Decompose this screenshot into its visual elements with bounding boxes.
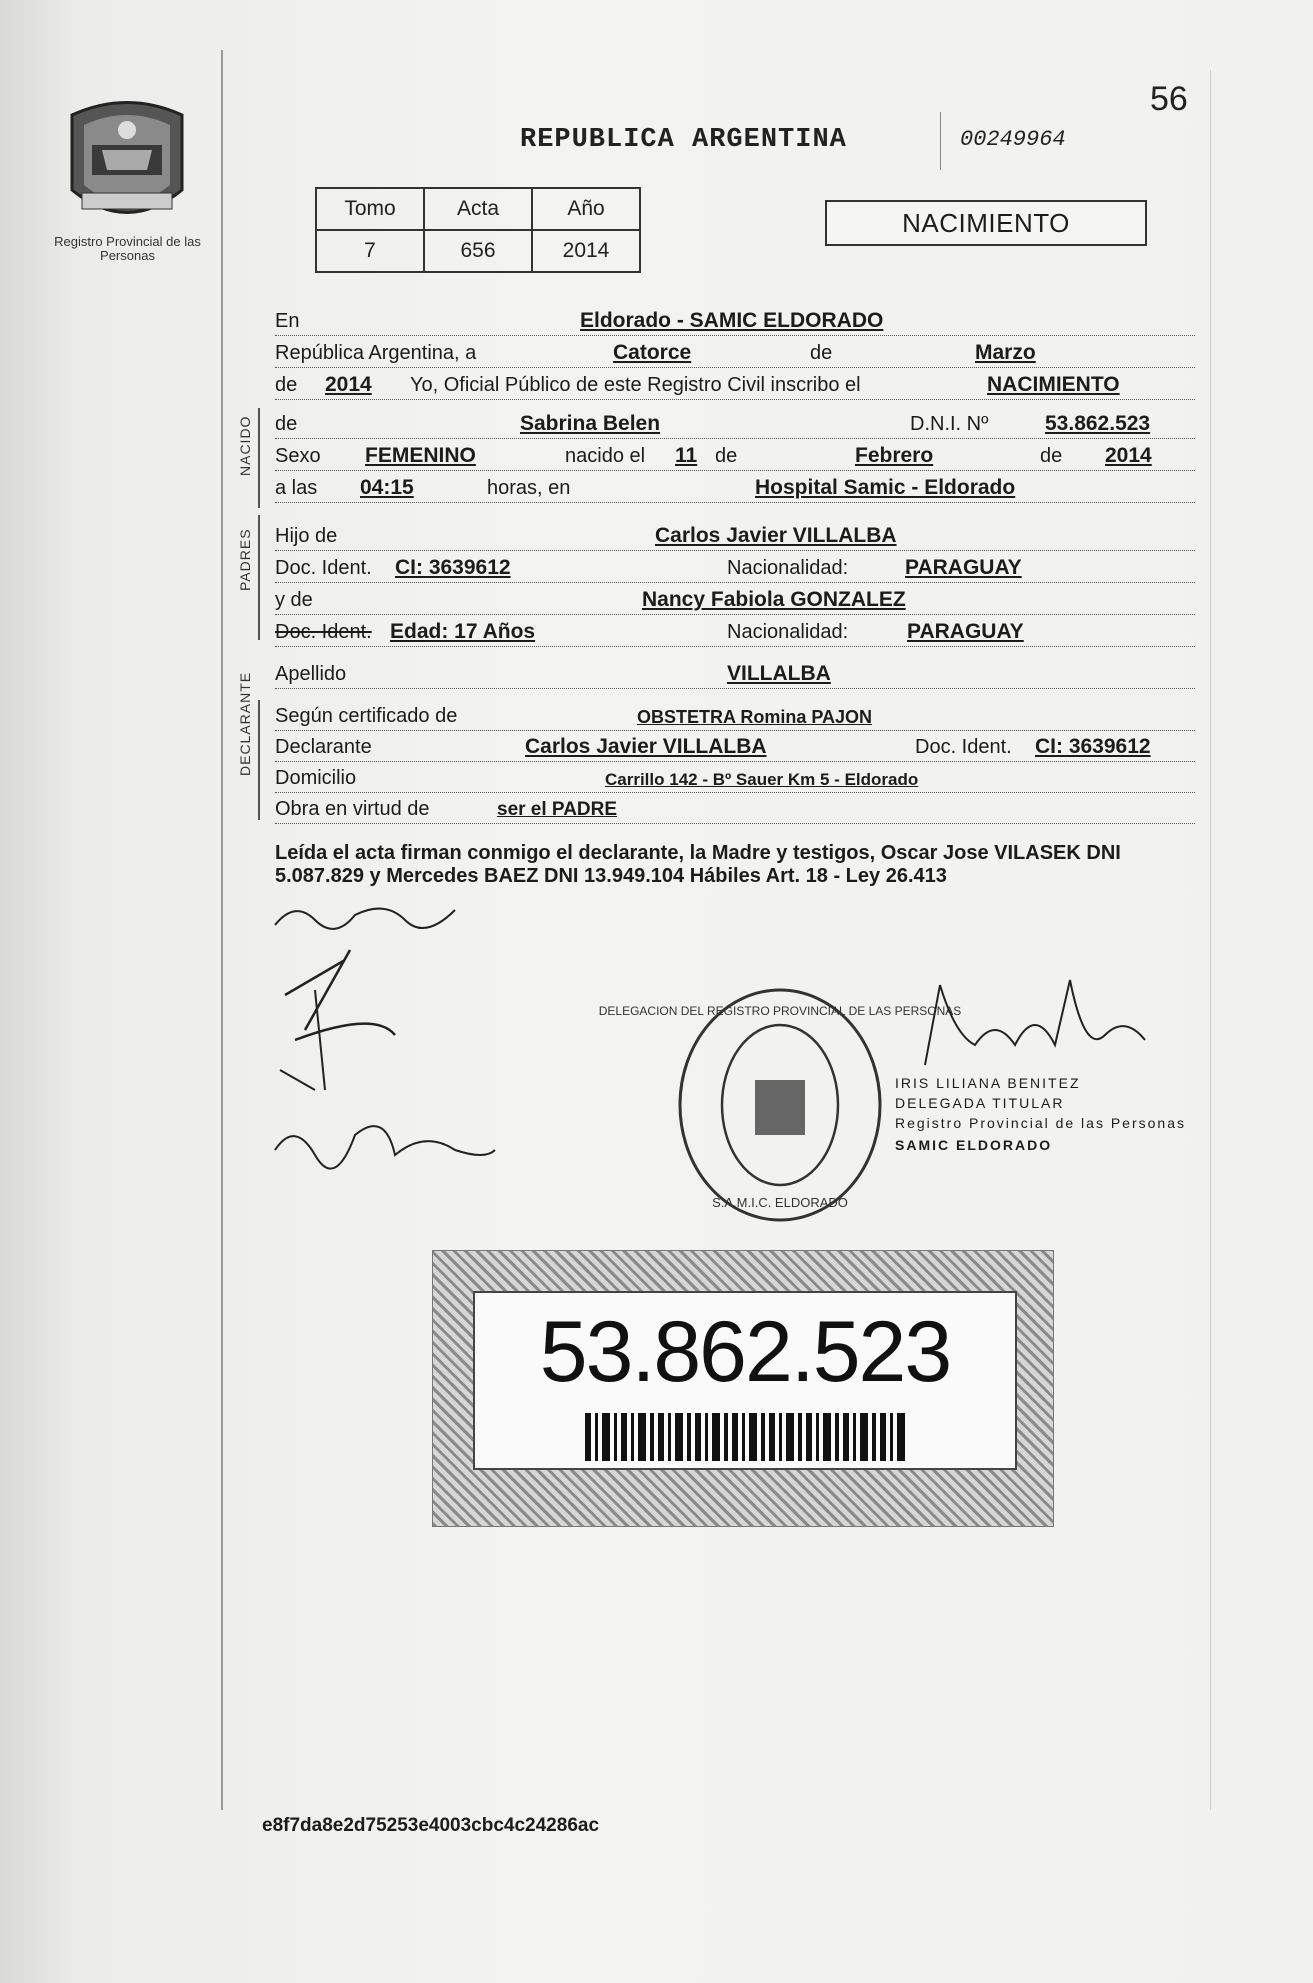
- declarant-doc-label: Doc. Ident.: [915, 736, 1012, 758]
- side-label-nacido-text: NACIDO: [237, 415, 253, 476]
- declarant-label: Declarante: [275, 736, 372, 758]
- acts-value: ser el PADRE: [497, 799, 618, 820]
- officer-text: Yo, Oficial Público de este Registro Civil inscribo el: [410, 374, 861, 396]
- certificate-value: OBSTETRA Romina PAJON: [637, 707, 873, 727]
- son-of-label: Hijo de: [275, 525, 338, 547]
- dni-label: D.N.I. Nº: [910, 413, 989, 435]
- event-value: NACIMIENTO: [987, 373, 1120, 396]
- declarant-value: Carlos Javier VILLALBA: [525, 735, 767, 758]
- dni-sticker-number: 53.862.523: [539, 1304, 951, 1400]
- barcode-icon: [585, 1413, 905, 1461]
- place-value: Eldorado - SAMIC ELDORADO: [580, 309, 884, 332]
- name-row: [275, 408, 1195, 439]
- mother-row: [275, 584, 1195, 615]
- dni-value: 53.862.523: [1045, 412, 1151, 435]
- stamp-ring-text: DELEGACION DEL REGISTRO PROVINCIAL DE LAS PERSONAS: [598, 1004, 962, 1018]
- side-label-padres-text: PADRES: [237, 528, 253, 591]
- dni-sticker-label: [473, 1291, 1017, 1470]
- time-value: 04:15: [360, 476, 414, 499]
- address-label: Domicilio: [275, 767, 357, 789]
- official-signature-block: [895, 975, 1195, 1205]
- handwritten-signatures-icon: [255, 900, 585, 1200]
- surname-value: VILLALBA: [727, 662, 831, 685]
- declarant-row: [275, 731, 1195, 762]
- side-label-declarante: [232, 671, 258, 820]
- day-value: Catorce: [613, 341, 692, 364]
- bracket-padres: [258, 515, 260, 640]
- certificate-row: [275, 700, 1195, 731]
- place-row: [275, 305, 1195, 336]
- serial-number: 00249964: [960, 127, 1066, 152]
- record-kind-box: NACIMIENTO: [825, 200, 1147, 246]
- side-label-padres: [232, 520, 258, 640]
- record-header-acta: Acta: [424, 188, 532, 230]
- address-row: [275, 762, 1195, 793]
- certificate-label: Según certificado de: [275, 705, 458, 727]
- serial-divider: [940, 112, 949, 170]
- mother-doc-row: [275, 616, 1195, 647]
- sex-row: [275, 440, 1195, 471]
- mother-age: Edad: 17 Años: [390, 620, 536, 643]
- name-value: Sabrina Belen: [520, 412, 661, 435]
- record-value-anio: 2014: [532, 230, 640, 272]
- father-name: Carlos Javier VILLALBA: [655, 524, 897, 547]
- record-value-acta: 656: [424, 230, 532, 272]
- father-nationality: PARAGUAY: [905, 556, 1022, 579]
- hours-label: horas, en: [487, 477, 571, 499]
- year-value: 2014: [325, 373, 372, 396]
- father-nationality-label: Nacionalidad:: [727, 557, 849, 579]
- official-line2: DELEGADA TITULAR: [895, 1095, 1065, 1111]
- record-value-tomo: 7: [316, 230, 424, 272]
- father-doc-row: [275, 552, 1195, 583]
- father-doc-label: Doc. Ident.: [275, 557, 372, 579]
- country-title: REPUBLICA ARGENTINA: [520, 125, 847, 155]
- father-doc: CI: 3639612: [395, 556, 511, 579]
- sex-label: Sexo: [275, 445, 321, 467]
- surname-label: Apellido: [275, 663, 347, 685]
- stamp-lower-text: S.A.M.I.C. ELDORADO: [712, 1195, 848, 1210]
- official-signature-icon: [895, 975, 1195, 1075]
- record-header-tomo: Tomo: [316, 188, 424, 230]
- time-row: [275, 472, 1195, 503]
- place-label: En: [275, 310, 300, 332]
- born-day: 11: [675, 444, 698, 467]
- time-label: a las: [275, 477, 318, 499]
- republic-label: República Argentina, a: [275, 342, 477, 364]
- right-border-line: [1210, 70, 1211, 1810]
- official-line1: IRIS LILIANA BENITEZ: [895, 1075, 1081, 1091]
- father-row: [275, 520, 1195, 551]
- born-year: 2014: [1105, 444, 1152, 467]
- officer-row: [275, 369, 1195, 400]
- bracket-declarante: [258, 700, 260, 820]
- year-de-label: de: [275, 374, 298, 396]
- name-label: de: [275, 413, 298, 435]
- born-de-label: de: [715, 445, 738, 467]
- dni-sticker: [432, 1250, 1054, 1527]
- page-number: 56: [1150, 80, 1188, 118]
- address-value: Carrillo 142 - Bº Sauer Km 5 - Eldorado: [605, 770, 919, 789]
- mother-nationality-label: Nacionalidad:: [727, 621, 849, 643]
- sex-value: FEMENINO: [365, 444, 476, 467]
- official-stamp-icon: [598, 985, 962, 1245]
- mother-name: Nancy Fabiola GONZALEZ: [642, 588, 906, 611]
- province-seal-icon: [62, 95, 192, 235]
- and-label: y de: [275, 589, 313, 611]
- registry-caption: Registro Provincial de las Personas: [54, 234, 201, 263]
- margin-line: [221, 50, 223, 1810]
- born-year-de-label: de: [1040, 445, 1063, 467]
- surname-row: [275, 658, 1195, 689]
- acts-label: Obra en virtud de: [275, 798, 430, 820]
- document-hash: e8f7da8e2d75253e4003cbc4c24286ac: [262, 1815, 600, 1836]
- mother-doc-label-struck: Doc. Ident.: [275, 621, 372, 643]
- born-label: nacido el: [565, 445, 646, 467]
- record-header-anio: Año: [532, 188, 640, 230]
- official-line4: SAMIC ELDORADO: [895, 1137, 1053, 1153]
- bracket-nacido: [258, 408, 260, 508]
- date-row: [275, 337, 1195, 368]
- hospital-value: Hospital Samic - Eldorado: [755, 476, 1016, 499]
- month-value: Marzo: [975, 341, 1036, 364]
- closing-statement: Leída el acta firman conmigo el declarante, la Madre y testigos, Oscar Jose VILASEK DNI 5.087.829 y Mercedes BAEZ DNI 13.949.104 Hábiles Art. 18 - Ley 26.413: [275, 842, 1121, 887]
- mother-nationality: PARAGUAY: [907, 620, 1024, 643]
- de-label: de: [810, 342, 833, 364]
- declarant-doc: CI: 3639612: [1035, 735, 1151, 758]
- record-table: [315, 187, 641, 273]
- side-label-nacido: [232, 415, 258, 510]
- born-month: Febrero: [855, 444, 934, 467]
- acts-row: [275, 793, 1195, 824]
- side-label-declarante-text: DECLARANTE: [237, 671, 253, 776]
- official-line3: Registro Provincial de las Personas: [895, 1115, 1186, 1131]
